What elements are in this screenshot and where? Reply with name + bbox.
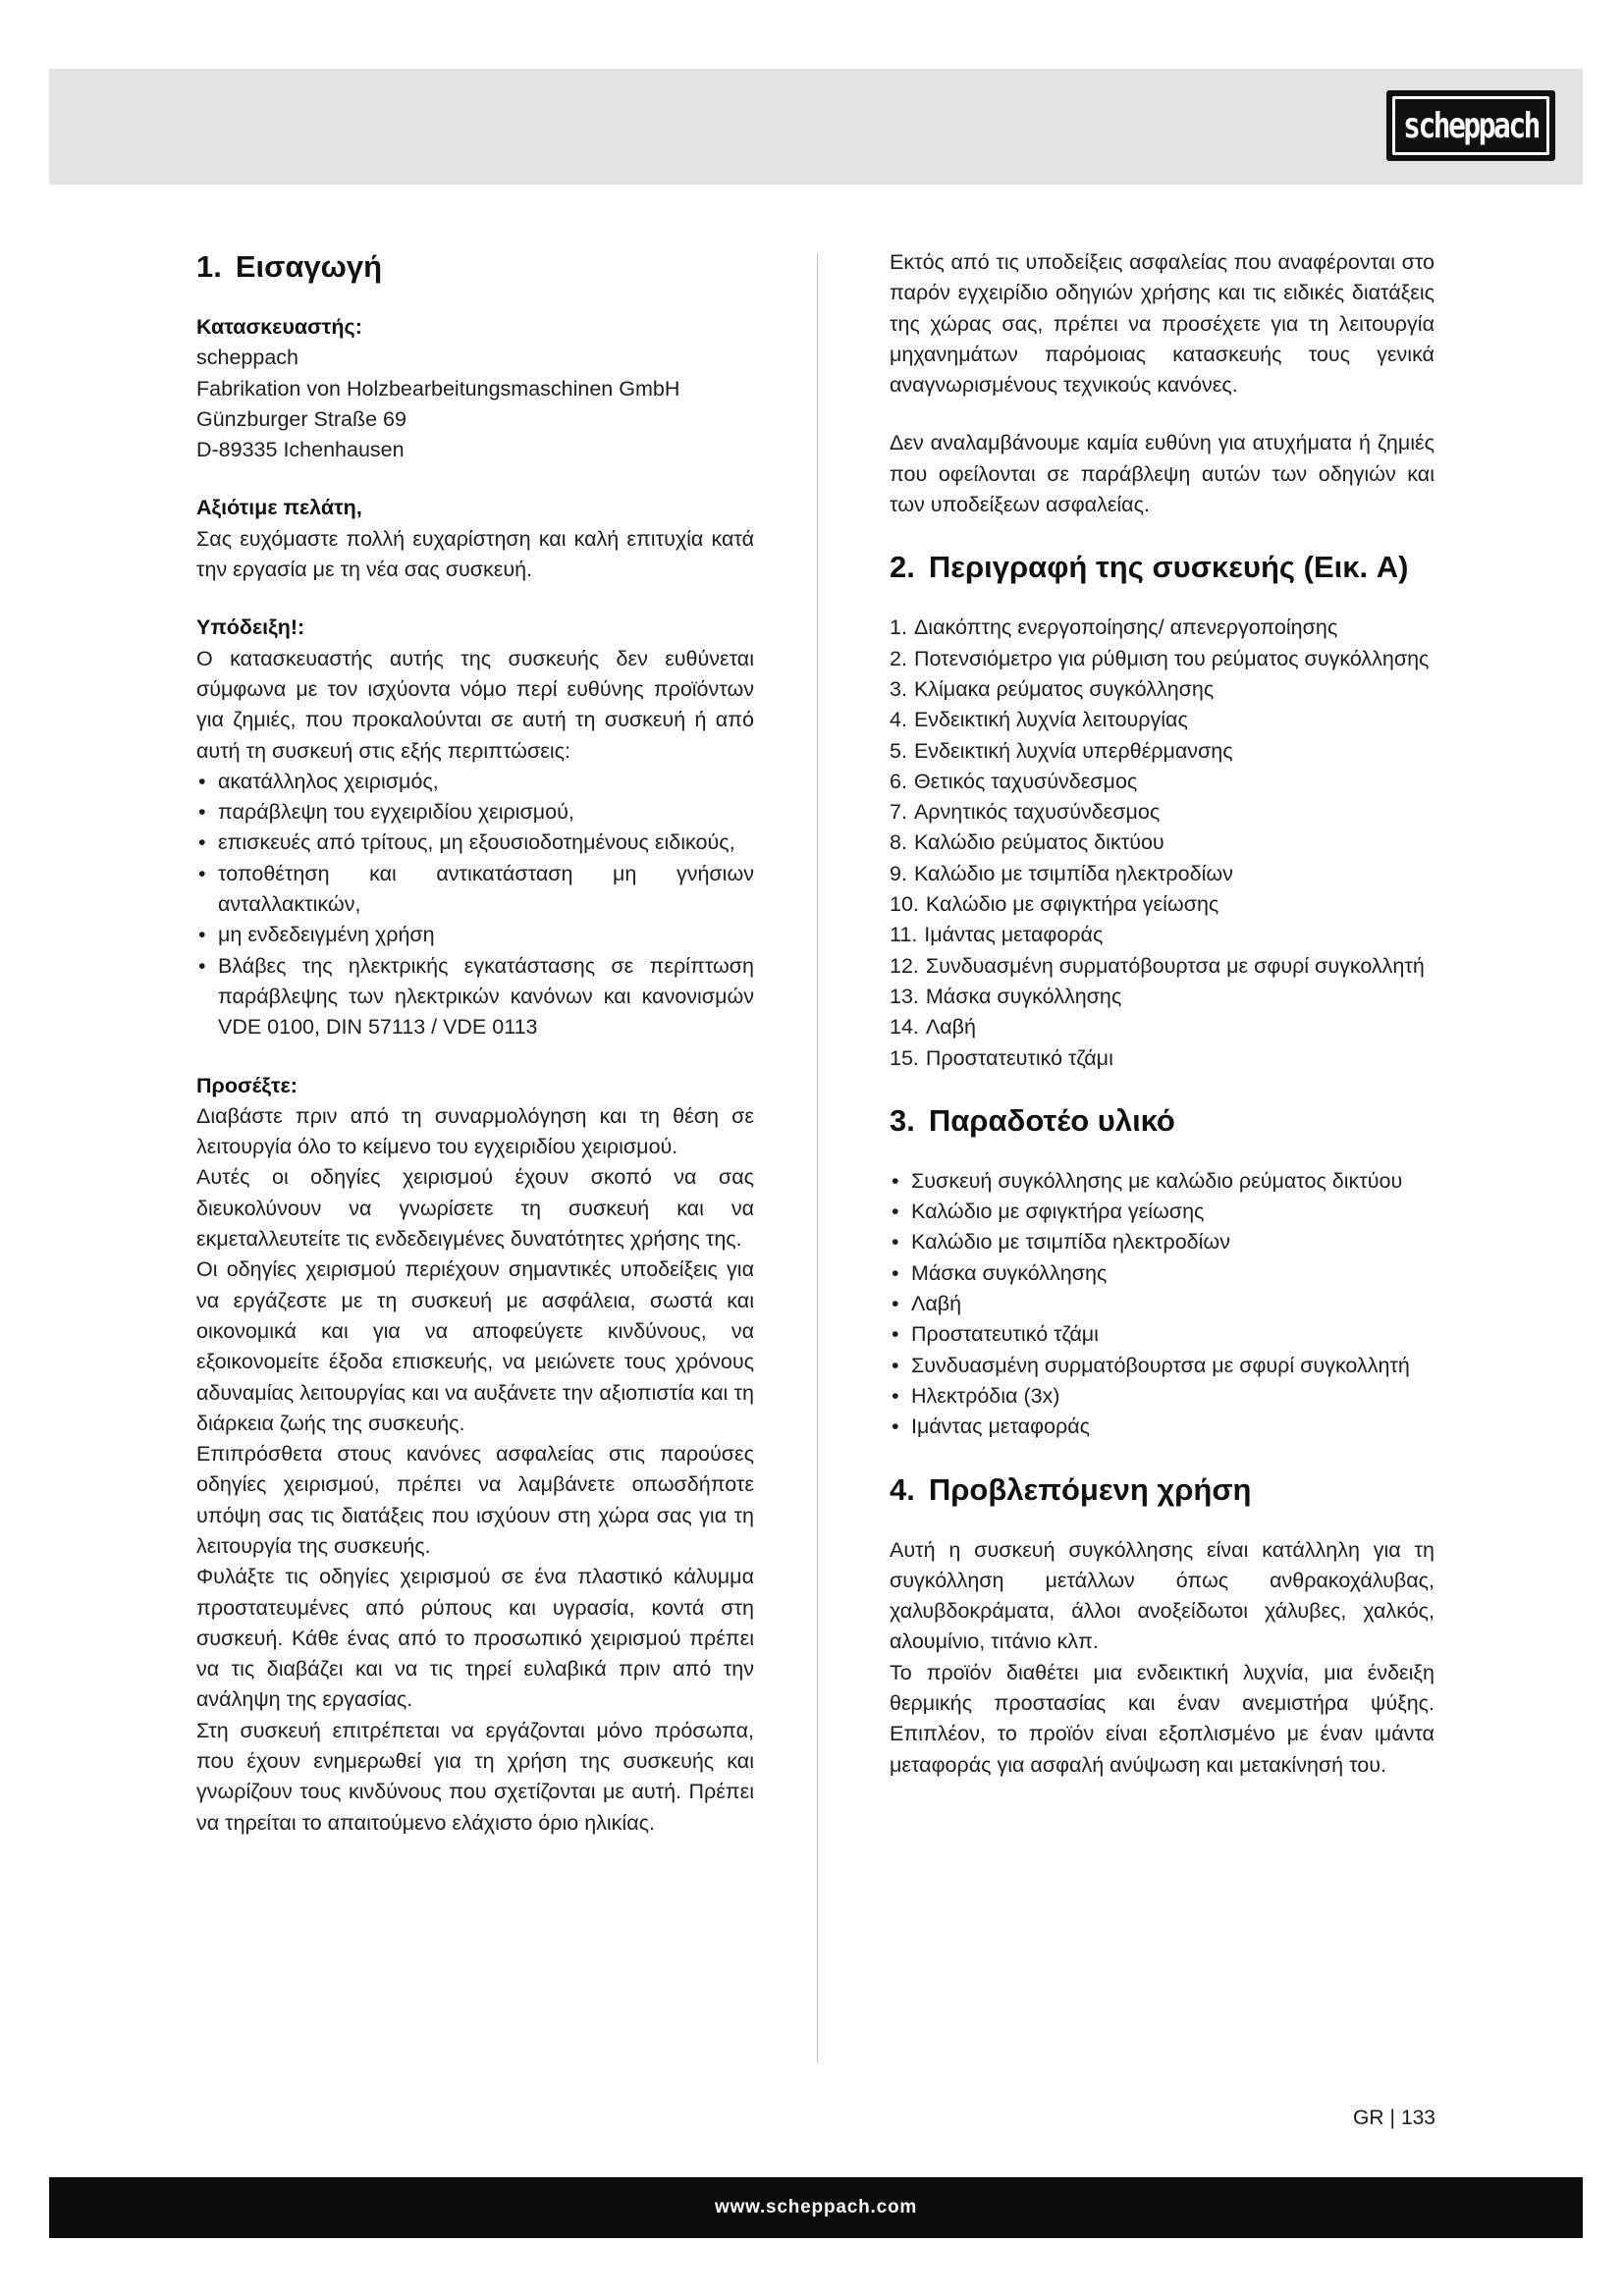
list-item: 12. Συνδυασμένη συρματόβουρτσα με σφυρί συγκολλητή [890, 953, 1425, 978]
list-item: 10. Καλώδιο με σφιγκτήρα γείωσης [890, 892, 1219, 917]
list-item: 7. Αρνητικός ταχυσύνδεσμος [890, 800, 1161, 825]
column-divider [817, 253, 818, 2063]
list-item: 6. Θετικός ταχυσύνδεσμος [890, 769, 1138, 793]
intro-paragraph: Δεν αναλαμβάνουμε καμία ευθύνη για ατυχήματα ή ζημιές που οφείλονται σε παράβλεψη αυτών των οδηγιών και των υποδείξεων ασφαλείας. [890, 431, 1435, 517]
list-item: • τοποθέτηση και αντικατάσταση μη γνήσιων ανταλλακτικών, [196, 859, 754, 921]
left-column [196, 247, 754, 1839]
page-lang: GR [1352, 2107, 1384, 2129]
page-num-value: 133 [1400, 2107, 1435, 2129]
manufacturer-line: Günzburger Straße 69 [196, 406, 406, 431]
list-item: • Βλάβες της ηλεκτρικής εγκατάστασης σε περίπτωση παράβλεψης των ηλεκτρικών κανόνων και κανονισμών VDE 0100, DIN 57113 / VDE 0113 [196, 951, 754, 1043]
attention-paragraph: Φυλάξτε τις οδηγίες χειρισμού σε ένα πλαστικό κάλυμμα προστατευμένες από ρύπους και υγρασία, κοντά στη συσκευή. Κάθε ένας από το προσωπικό χειρισμού πρέπει να τις διαβάζει και να τις τηρεί ευλαβικά πριν από την ανάληψη της εργασίας. [196, 1565, 754, 1712]
list-item: • Ιμάντας μεταφοράς [890, 1412, 1435, 1442]
list-item: 3. Κλίμακα ρεύματος συγκόλλησης [890, 676, 1215, 701]
list-item: • Συσκευή συγκόλλησης με καλώδιο ρεύματος δικτύου [890, 1166, 1435, 1197]
manufacturer-label: Κατασκευαστής: [196, 315, 362, 339]
device-parts-list [890, 613, 1435, 1073]
attention-paragraph: Διαβάστε πριν από τη συναρμολόγηση και τη θέση σε λειτουργία όλο το κείμενο του εγχειριδίου χειρισμού. [196, 1103, 754, 1159]
list-item: • Προστατευτικό τζάμι [890, 1319, 1435, 1350]
attention-paragraph: Στη συσκευή επιτρέπεται να εργάζονται μόνο πρόσωπα, που έχουν ενημερωθεί για τη χρήση της συσκευής και γνωρίζουν τους κινδύνους που σχετίζονται με αυτή. Πρέπει να τηρείται το απαιτούμενο ελάχιστο όριο ηλικίας. [196, 1718, 754, 1835]
list-item: 11. Ιμάντας μεταφοράς [890, 923, 1104, 947]
use-paragraph: Το προϊόν διαθέτει μια ενδεικτική λυχνία, μια ένδειξη θερμικής προστασίας και έναν ανεμιστήρα ψύξης. Επιπλέον, το προϊόν είναι εξοπλισμένο με έναν ιμάντα μεταφοράς για ασφαλή ανύψωση και μετακίνησή του. [890, 1660, 1435, 1777]
list-item: • Λαβή [890, 1289, 1435, 1319]
list-item: • μη ενδεδειγμένη χρήση [196, 920, 754, 950]
section-1-heading: 1. Εισαγωγή [196, 249, 383, 284]
list-item: 9. Καλώδιο με τσιμπίδα ηλεκτροδίων [890, 861, 1233, 885]
manufacturer-line: Fabrikation von Holzbearbeitungsmaschinen GmbH [196, 376, 680, 400]
page-header [49, 69, 1583, 185]
section-3-heading: 3. Παραδοτέο υλικό [890, 1102, 1175, 1138]
section-2-heading: 2. Περιγραφή της συσκευής (Εικ. A) [890, 550, 1409, 585]
brand-logo [1386, 90, 1555, 161]
attention-paragraph: Επιπρόσθετα στους κανόνες ασφαλείας στις παρούσες οδηγίες χειρισμού, πρέπει να λαμβάνετε οπωσδήποτε υπόψη σας τις διατάξεις που ισχύουν στη χώρα σας για τη λειτουργία της συσκευής. [196, 1442, 754, 1558]
list-item: • παράβλεψη του εγχειριδίου χειρισμού, [196, 797, 754, 828]
section-4-heading: 4. Προβλεπόμενη χρήση [890, 1471, 1252, 1507]
note-text: Ο κατασκευαστής αυτής της συσκευής δεν ευθύνεται σύμφωνα με τον ισχύοντα νόμο περί ευθύνης προϊόντων για ζημιές, που προκαλούνται σε αυτή τη συσκευή ή από αυτή τη συσκευή στις εξής περιπτώσεις: [196, 646, 754, 763]
logo-frame [1392, 96, 1549, 155]
page-separator: | [1389, 2107, 1395, 2129]
list-item: 4. Ενδεικτική λυχνία λειτουργίας [890, 708, 1188, 732]
logo-text: scheppach [1403, 105, 1539, 146]
list-item: • ακατάλληλος χειρισμός, [196, 767, 754, 797]
list-item: • Καλώδιο με σφιγκτήρα γείωσης [890, 1197, 1435, 1227]
manufacturer-address [196, 343, 754, 465]
use-paragraph: Αυτή η συσκευή συγκόλλησης είναι κατάλληλη για τη συγκόλληση μετάλλων όπως ανθρακοχάλυβας, χαλυβδοκράματα, άλλοι ανοξείδωτοι χάλυβες, χαλκός, αλουμίνιο, τιτάνιο κλπ. [890, 1537, 1435, 1654]
intro-paragraph: Εκτός από τις υποδείξεις ασφαλείας που αναφέρονται στο παρόν εγχειρίδιο οδηγιών χρήσης και τις ειδικές διατάξεις της χώρας σας, πρέπει να προσέχετε για τη λειτουργία μηχανημάτων παρόμοιας κατασκευής τους γενικά αναγνωρισμένους τεχνικούς κανόνες. [890, 250, 1435, 398]
list-item: 8. Καλώδιο ρεύματος δικτύου [890, 830, 1164, 855]
attention-heading: Προσέξτε: [196, 1073, 298, 1097]
attention-paragraph: Οι οδηγίες χειρισμού περιέχουν σημαντικές υποδείξεις για να εργάζεστε με τη συσκευή με ασφάλεια, σωστά και οικονομικά και για να αποφεύγετε κινδύνους, να εξοικονομείτε έξοδα επισκευής, να μειώνετε τους χρόνους αδυναμίας λειτουργίας και να αυξάνετε την αξιοπιστία και τη διάρκεια ζωής της συσκευής. [196, 1257, 754, 1435]
dear-customer-heading: Αξιότιμε πελάτη, [196, 496, 362, 520]
list-item: • Συνδυασμένη συρματόβουρτσα με σφυρί συγκολλητή [890, 1351, 1435, 1381]
page-footer [49, 2177, 1583, 2238]
page-number [1353, 2107, 1435, 2130]
list-item: • Ηλεκτρόδια (3x) [890, 1381, 1435, 1412]
list-item: 15. Προστατευτικό τζάμι [890, 1045, 1113, 1070]
attention-paragraph: Αυτές οι οδηγίες χειρισμού έχουν σκοπό να σας διευκολύνουν να γνωρίσετε τη συσκευή και να εκμεταλλευτείτε τις ενδεδειγμένες δυνατότητες χρήσης της. [196, 1165, 754, 1252]
list-item: • Μάσκα συγκόλλησης [890, 1258, 1435, 1289]
list-item: 5. Ενδεικτική λυχνία υπερθέρμανσης [890, 738, 1233, 763]
manufacturer-line: scheppach [196, 346, 298, 370]
note-list [196, 767, 754, 1043]
note-heading: Υπόδειξη!: [196, 615, 305, 640]
right-column [890, 247, 1435, 1781]
footer-url: www.scheppach.com [714, 2197, 918, 2217]
scope-of-delivery-list [890, 1166, 1435, 1443]
list-item: 13. Μάσκα συγκόλλησης [890, 984, 1122, 1008]
dear-customer-text: Σας ευχόμαστε πολλή ευχαρίστηση και καλή επιτυχία κατά την εργασία με τη νέα σας συσκευή. [196, 526, 754, 582]
list-item: 14. Λαβή [890, 1015, 977, 1040]
list-item: 1. Διακόπτης ενεργοποίησης/ απενεργοποίησης [890, 615, 1338, 640]
list-item: • Καλώδιο με τσιμπίδα ηλεκτροδίων [890, 1227, 1435, 1257]
manufacturer-line: D-89335 Ichenhausen [196, 438, 405, 462]
list-item: 2. Ποτενσιόμετρο για ρύθμιση του ρεύματος συγκόλλησης [890, 646, 1430, 670]
list-item: • επισκευές από τρίτους, μη εξουσιοδοτημένους ειδικούς, [196, 828, 754, 858]
